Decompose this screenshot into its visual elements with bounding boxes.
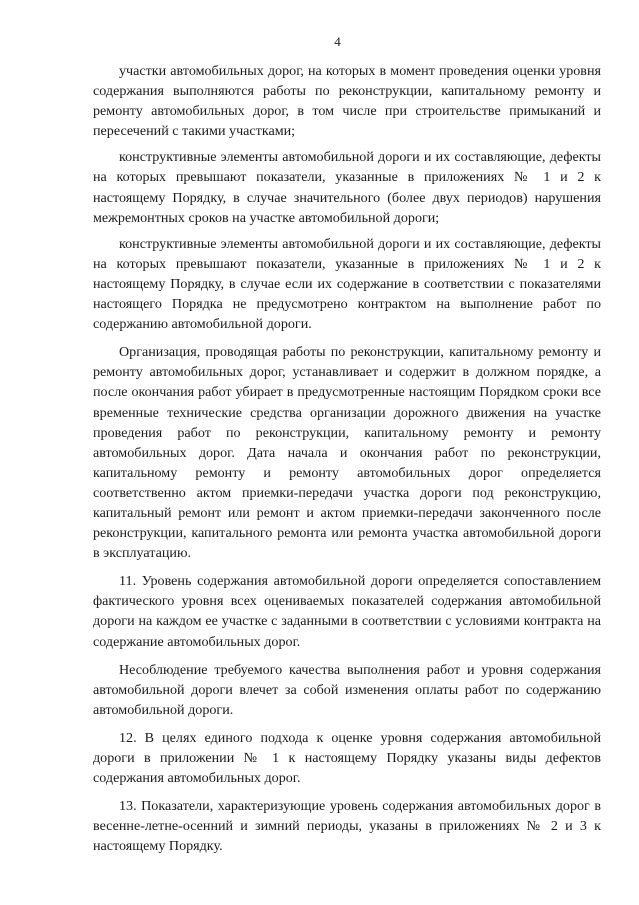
page-number: 4 xyxy=(334,34,341,49)
document-body xyxy=(93,61,601,856)
paragraph-noncompliance: Несоблюдение требуемого качества выполнения работ и уровня содержания автомобильной дороги влечет за собой изменения оплаты работ по содержанию автомобильной дороги. xyxy=(93,661,601,718)
paragraph-item-13: 13. Показатели, характеризующие уровень содержания автомобильных дорог в весенне-летне-осенний и зимний периоды, указаны в приложениях № 2 и 3 к настоящему Порядку. xyxy=(93,798,601,855)
paragraph-organization-duties: Организация, проводящая работы по реконструкции, капитальному ремонту и ремонту автомобильных дорог, устанавливает и содержит в должном порядке, а после окончания работ убирает в предусмотренные настоящим Порядком сроки все временные технические средства организации дорожного движения на участке проведения работ по реконструкции, капитальному ремонту и ремонту автомобильных дорог. Дата начала и окончания работ по реконструкции, капитальному ремонту и ремонту автомобильных дорог определяется соответственно актом приемки-передачи участка дороги под реконструкцию, капитальный ремонт или ремонт и актом приемки-передачи законченного после реконструкции, капитального ремонта или ремонта участка автомобильной дороги в эксплуатацию. xyxy=(93,344,601,562)
paragraph-item-12: 12. В целях единого подхода к оценке уровня содержания автомобильной дороги в приложении № 1 к настоящему Порядку указаны виды дефектов содержания автомобильных дорог. xyxy=(93,729,601,787)
paragraph-road-sections-under-repair: участки автомобильных дорог, на которых в момент проведения оценки уровня содержания выполняются работы по реконструкции, капитальному ремонту и ремонту автомобильных дорог, в том числе при строительстве примыканий и пересечений с такими участками; xyxy=(93,63,601,140)
paragraph-item-11: 11. Уровень содержания автомобильной дороги определяется сопоставлением фактического уровня всех оцениваемых показателей содержания автомобильной дороги на каждом ее участке с заданными в соответствии с условиями контракта на содержание автомобильных дорог. xyxy=(93,573,601,650)
paragraph-elements-not-in-contract: конструктивные элементы автомобильной дороги и их составляющие, дефекты на которых превышают показатели, указанные в приложениях № 1 и 2 к настоящему Порядку, в случае если их содержание в соответствии с показателями настоящего Порядка не предусмотрено контрактом на выполнение работ по содержанию автомобильной дороги. xyxy=(93,235,601,333)
paragraph-elements-overdue-repair: конструктивные элементы автомобильной дороги и их составляющие, дефекты на которых превышают показатели, указанные в приложениях № 1 и 2 к настоящему Порядку, в случае значительного (более двух периодов) нарушения межремонтных сроков на участке автомобильной дороги; xyxy=(93,149,601,226)
